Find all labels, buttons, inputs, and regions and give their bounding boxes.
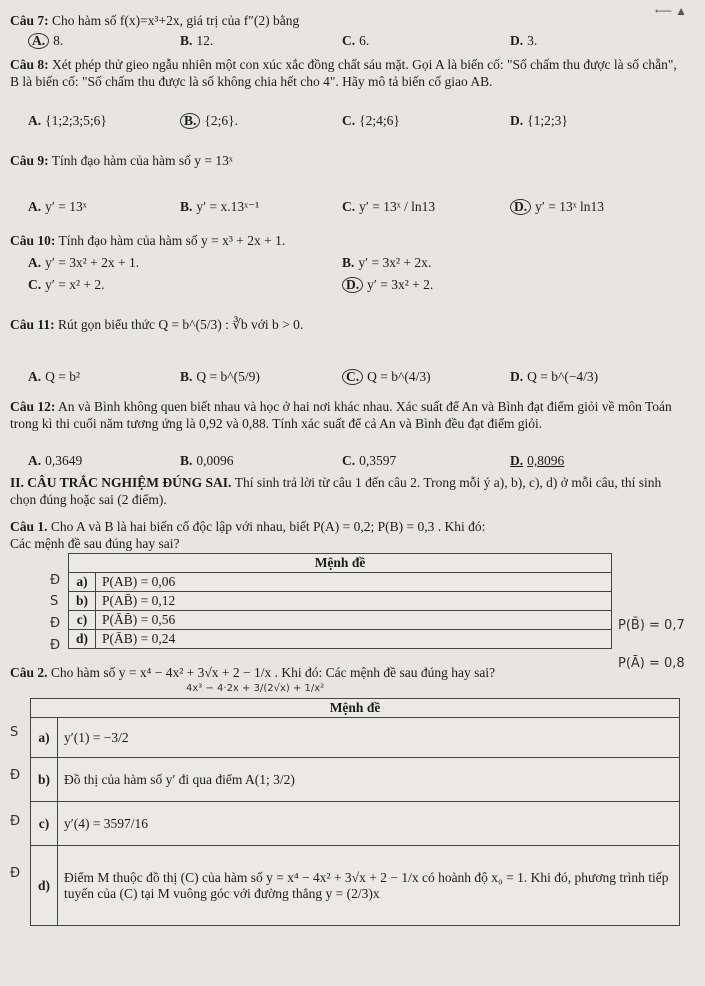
tf-question-2 bbox=[10, 664, 687, 681]
option-c[interactable]: C. y′ = x² + 2. bbox=[28, 277, 105, 292]
handwritten-mark: S bbox=[50, 594, 59, 609]
question-text: Tính đạo hàm của hàm số y = x³ + 2x + 1. bbox=[58, 233, 286, 248]
table-row[interactable]: a) y′(1) = −3/2 bbox=[31, 718, 680, 758]
question-label: Câu 7: bbox=[10, 13, 49, 28]
table-row[interactable]: d) P(ĀB) = 0,24 bbox=[69, 630, 612, 649]
handwritten-mark: Đ bbox=[50, 573, 61, 588]
question-text: Cho hàm số f(x)=x³+2x, giá trị của f″(2) bằng bbox=[52, 13, 300, 28]
table-row[interactable]: c) P(ĀB̄) = 0,56 bbox=[69, 611, 612, 630]
option-b[interactable]: B. Q = b^(5/9) bbox=[180, 369, 260, 384]
question-label: Câu 8: bbox=[10, 57, 49, 72]
question-text: Rút gọn biểu thức Q = b^(5/3) : ∛b với b > 0. bbox=[58, 317, 304, 332]
question-label: Câu 1. bbox=[10, 519, 48, 534]
option-d[interactable]: D. y′ = 3x² + 2. bbox=[342, 276, 433, 293]
table-row[interactable]: b) Đồ thị của hàm số y′ đi qua điểm A(1; 3/2) bbox=[31, 758, 680, 802]
option-c[interactable]: C. 0,3597 bbox=[342, 453, 397, 468]
question-text: Cho hàm số y = x⁴ − 4x² + 3√x + 2 − 1/x . Khi đó: Các mệnh đề sau đúng hay sai? bbox=[50, 665, 496, 680]
question-label: Câu 2. bbox=[10, 665, 48, 680]
question-text: Xét phép thử gieo ngẫu nhiên một con xúc xắc đồng chất sáu mặt. Gọi A là biến cố: "Số chấm thu được là số chẵn", B là biến cố: "Số chấm thu được là số không chia hết cho 4". Hãy mô tả biến cố giao AB. bbox=[10, 57, 677, 89]
question-label: Câu 11: bbox=[10, 317, 55, 332]
handwritten-mark: Đ bbox=[50, 638, 61, 653]
options bbox=[10, 452, 687, 472]
section-2-heading bbox=[10, 474, 687, 508]
options bbox=[10, 368, 687, 388]
handwritten-mark: Đ bbox=[10, 814, 21, 829]
option-b[interactable]: B. y′ = x.13ˣ⁻¹ bbox=[180, 199, 260, 214]
option-d[interactable]: D. 3. bbox=[510, 33, 538, 48]
question-9 bbox=[10, 152, 687, 214]
tf1-table bbox=[68, 553, 612, 649]
question-7 bbox=[10, 12, 687, 48]
question-prompt: Các mệnh đề sau đúng hay sai? bbox=[10, 536, 180, 551]
table-row[interactable]: a) P(AB) = 0,06 bbox=[69, 573, 612, 592]
options bbox=[10, 276, 687, 296]
options bbox=[10, 32, 687, 52]
option-d[interactable]: D. {1;2;3} bbox=[510, 113, 568, 128]
question-label: Câu 10: bbox=[10, 233, 56, 248]
table-header: Mệnh đề bbox=[69, 554, 612, 573]
option-b[interactable]: B. y′ = 3x² + 2x. bbox=[342, 255, 432, 270]
question-12 bbox=[10, 398, 687, 468]
option-c[interactable]: C. Q = b^(4/3) bbox=[342, 368, 431, 385]
table-row[interactable]: b) P(AB̄) = 0,12 bbox=[69, 592, 612, 611]
question-label: Câu 12: bbox=[10, 399, 56, 414]
question-10 bbox=[10, 232, 687, 292]
option-d[interactable]: D. y′ = 13ˣ ln13 bbox=[510, 198, 604, 215]
handwritten-note: P(B̄) = 0,7 bbox=[618, 618, 685, 633]
option-b[interactable]: B. 0,0096 bbox=[180, 453, 234, 468]
option-c[interactable]: C. y′ = 13ˣ / ln13 bbox=[342, 199, 436, 214]
handwritten-scribble: 4x³ − 4·2x + 3/(2√x) + 1/x² bbox=[186, 683, 325, 694]
option-a[interactable]: A. 0,3649 bbox=[28, 453, 83, 468]
option-d[interactable]: D. Q = b^(−4/3) bbox=[510, 369, 599, 384]
section-title: II. CÂU TRẮC NGHIỆM ĐÚNG SAI. bbox=[10, 475, 232, 490]
handwritten-note: P(Ā) = 0,8 bbox=[618, 656, 685, 671]
handwritten-mark: Đ bbox=[50, 616, 61, 631]
handwritten-mark: Đ bbox=[10, 866, 21, 881]
question-text: An và Bình không quen biết nhau và học ở hai nơi khác nhau. Xác suất để An và Bình đạt điểm giỏi về môn Toán trong kì thi cuối năm tương ứng là 0,92 và 0,88. Tính xác suất để cả An và Bình đều đạt điểm giỏi. bbox=[10, 399, 672, 431]
handwritten-mark: S bbox=[10, 725, 19, 740]
options bbox=[10, 112, 687, 132]
tf-question-1 bbox=[10, 518, 687, 552]
option-a[interactable]: A. Q = b² bbox=[28, 369, 81, 384]
tf2-table bbox=[30, 698, 680, 926]
option-a[interactable]: A. y′ = 13ˣ bbox=[28, 199, 87, 214]
question-11 bbox=[10, 316, 687, 384]
option-a[interactable]: A. {1;2;3;5;6} bbox=[28, 113, 107, 128]
section-description: Thí sinh trả lời từ câu 1 đến câu 2. Trong mỗi ý a), b), c), d) ở mỗi câu, thí sinh chọn đúng hoặc sai (2 điểm). bbox=[10, 475, 662, 507]
option-d[interactable]: D. 0,8096 bbox=[510, 453, 565, 468]
table-row[interactable]: c) y′(4) = 3597/16 bbox=[31, 802, 680, 846]
handwritten-mark: Đ bbox=[10, 768, 21, 783]
option-b[interactable]: B. 12. bbox=[180, 33, 214, 48]
option-c[interactable]: C. {2;4;6} bbox=[342, 113, 400, 128]
question-8 bbox=[10, 56, 687, 128]
option-b[interactable]: B. {2;6}. bbox=[180, 112, 238, 129]
table-header: Mệnh đề bbox=[31, 699, 680, 718]
options bbox=[10, 198, 687, 218]
question-text: Tính đạo hàm của hàm số y = 13ˣ bbox=[51, 153, 233, 168]
option-c[interactable]: C. 6. bbox=[342, 33, 370, 48]
question-text: Cho A và B là hai biến cố độc lập với nhau, biết P(A) = 0,2; P(B) = 0,3 . Khi đó: bbox=[50, 519, 486, 534]
question-label: Câu 9: bbox=[10, 153, 49, 168]
option-a[interactable]: A. 8. bbox=[28, 32, 63, 49]
page-corner-mark: ⟵ ▲ bbox=[654, 4, 687, 18]
table-row[interactable]: d) Điểm M thuộc đồ thị (C) của hàm số y = x⁴ − 4x² + 3√x + 2 − 1/x có hoành độ x₀ = 1. Khi đó, phương trình tiếp tuyến của (C) tại M vuông góc với đường thẳng y = (2/3)x bbox=[31, 846, 680, 926]
options bbox=[10, 254, 687, 274]
option-a[interactable]: A. y′ = 3x² + 2x + 1. bbox=[28, 255, 140, 270]
